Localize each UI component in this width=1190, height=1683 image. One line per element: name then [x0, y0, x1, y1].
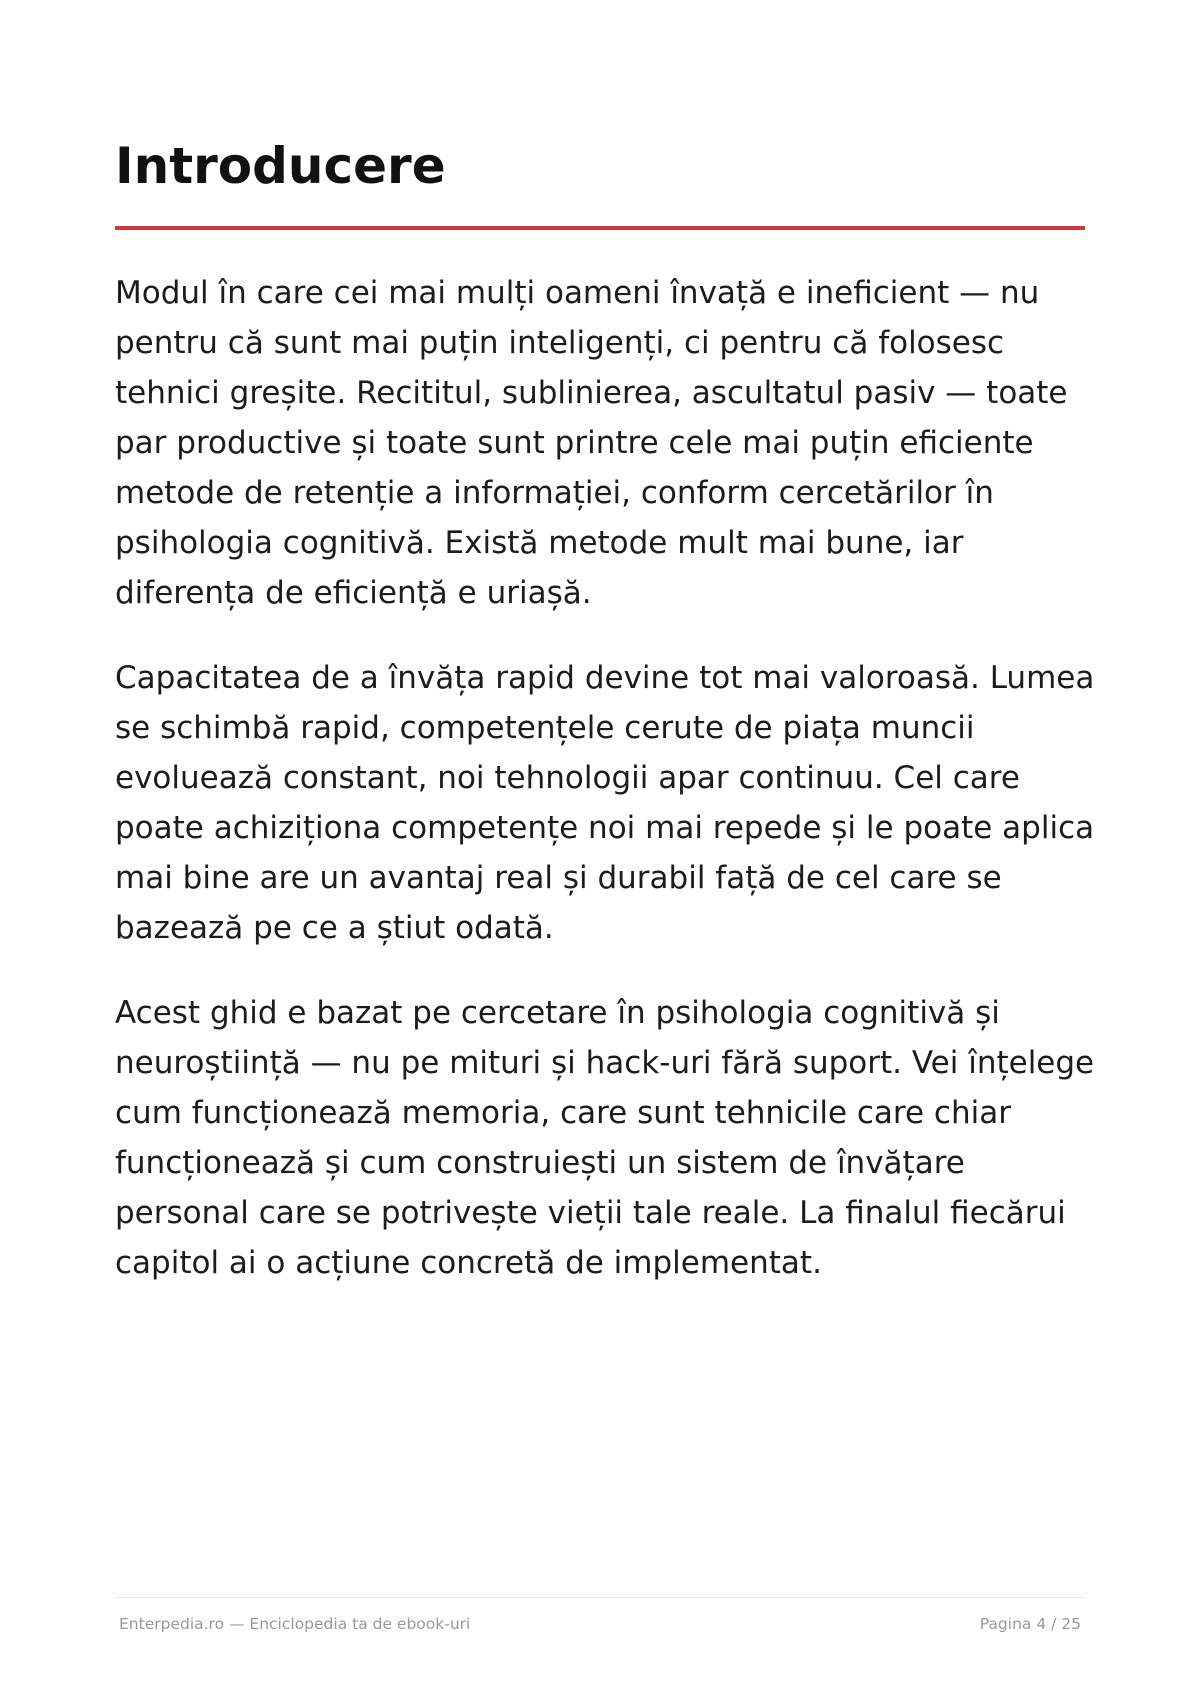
page-number: Pagina 4 / 25	[979, 1615, 1081, 1633]
footer-brand: Enterpedia.ro — Enciclopedia ta de ebook-uri	[119, 1615, 471, 1633]
footer-divider	[115, 1597, 1085, 1598]
title-underline	[115, 226, 1085, 230]
chapter-title: Introducere	[115, 137, 446, 195]
paragraph: Modul în care cei mai mulți oameni învață e ineficient — nu pentru că sunt mai puțin inteligenți, ci pentru că folosesc tehnici greșite. Recititul, sublinierea, ascultatul pasiv — toate par productive și toate sunt printre cele mai puțin eficiente metode de retenție a informației, conform cercetărilor în psihologia cognitivă. Există metode mult mai bune, iar diferența de eficiență e uriașă.	[115, 275, 1068, 611]
paragraph: Acest ghid e bazat pe cercetare în psihologia cognitivă și neuroștiință — nu pe mituri și hack-uri fără suport. Vei înțelege cum funcționează memoria, care sunt tehnicile care chiar funcționează și cum construiești un sistem de învățare personal care se potrivește vieții tale reale. La finalul fiecărui capitol ai o acțiune concretă de implementat.	[115, 995, 1095, 1281]
paragraph: Capacitatea de a învăța rapid devine tot mai valoroasă. Lumea se schimbă rapid, competențele cerute de piața muncii evoluează constant, noi tehnologii apar continuu. Cel care poate achiziționa competențe noi mai repede și le poate aplica mai bine are un avantaj real și durabil față de cel care se bazează pe ce a știut odată.	[115, 660, 1095, 946]
chapter-body	[115, 268, 1095, 1323]
